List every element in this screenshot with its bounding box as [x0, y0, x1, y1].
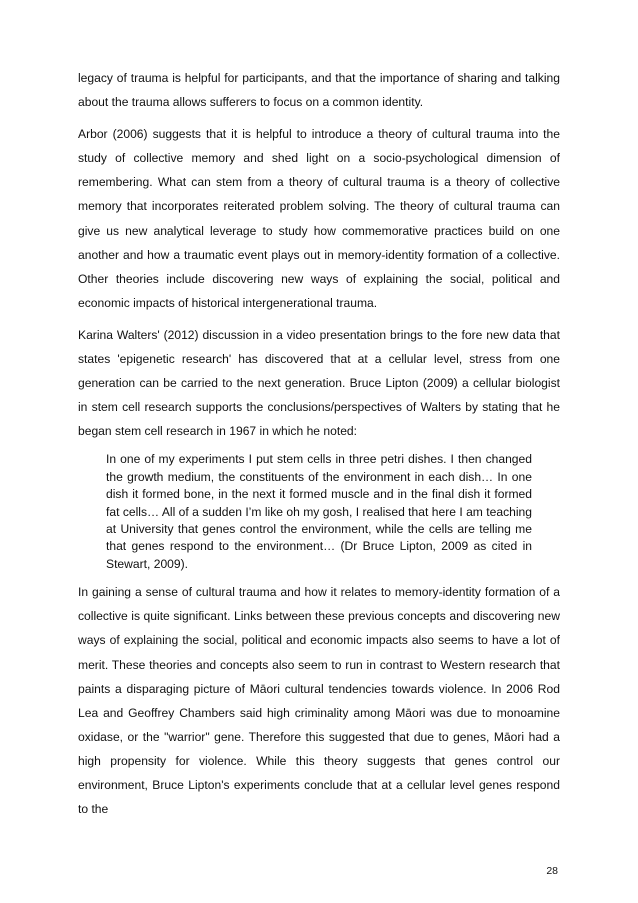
- paragraph-walters: Karina Walters' (2012) discussion in a video presentation brings to the fore new data that states 'epigenetic research' has discovered that at a cellular level, stress from one generation can be carried to the next generation. Bruce Lipton (2009) a cellular biologist in stem cell research supports the conclusions/perspectives of Walters by stating that he began stem cell research in 1967 in which he noted:: [78, 327, 560, 439]
- paragraph-arbor: Arbor (2006) suggests that it is helpful to introduce a theory of cultural trauma into the study of collective memory and shed light on a socio-psychological dimension of remembering. What can stem from a theory of cultural trauma is a theory of collective memory that incorporates reiterated problem solving. The theory of cultural trauma can give us new analytical leverage to study how commemorative practices build on one another and how a traumatic event plays out in memory-identity formation of a collective. Other theories include discovering new ways of explaining the social, political and economic impacts of historical intergenerational trauma.: [78, 127, 560, 310]
- block-quote-lipton: In one of my experiments I put stem cells in three petri dishes. I then changed the growth medium, the constituents of the environment in each dish… In one dish it formed bone, in the next it formed muscle and in the final dish it formed fat cells… All of a sudden I’m like oh my gosh, I realised that here I am teaching at University that genes control the environment, while the cells are telling me that genes respond to the environment… (Dr Bruce Lipton, 2009 as cited in Stewart, 2009).: [106, 452, 532, 571]
- paragraph-cultural-trauma: In gaining a sense of cultural trauma and how it relates to memory-identity formation of a collective is quite significant. Links between these previous concepts and discovering new ways of explaining the social, political and economic impacts also seems to have a lot of merit. These theories and concepts also seem to run in contrast to Western research that paints a disparaging picture of Māori cultural tendencies towards violence. In 2006 Rod Lea and Geoffrey Chambers said high criminality among Māori was due to monoamine oxidase, or the "warrior" gene. Therefore this suggested that due to genes, Māori had a high propensity for violence. While this theory suggests that genes control our environment, Bruce Lipton's experiments conclude that at a cellular level genes respond to the: [78, 585, 560, 817]
- paragraph-trauma-legacy: legacy of trauma is helpful for participants, and that the importance of sharing and talking about the trauma allows sufferers to focus on a common identity.: [78, 71, 560, 110]
- body-text: [78, 66, 560, 829]
- page-number: 28: [546, 865, 558, 877]
